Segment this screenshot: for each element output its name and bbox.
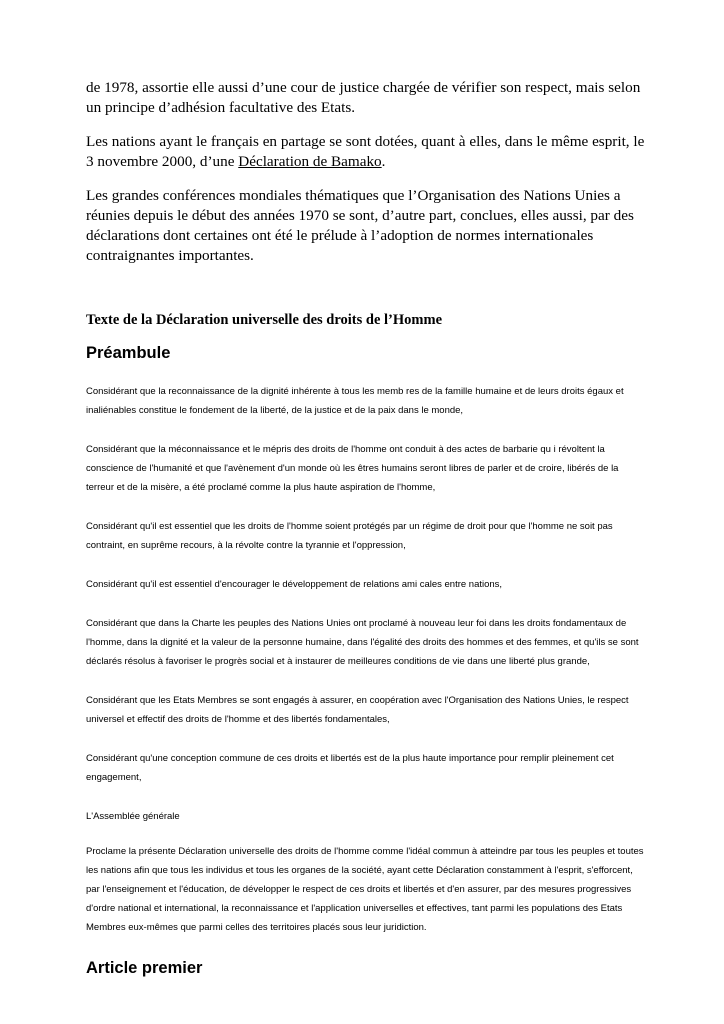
preamble-paragraph: Considérant que dans la Charte les peuples des Nations Unies ont proclamé à nouveau leur foi dans les droits fondamentaux de l'homme, dans la dignité et la valeur de la personne humaine, dans l'égalité des droits des hommes et des femmes, et qu'ils se sont déclarés résolus à favoriser le progrès social et à instaurer de meilleures conditions de vie dans une liberté plus grande, — [86, 618, 639, 667]
section-title: Texte de la Déclaration universelle des droits de l’Homme — [86, 312, 443, 328]
preamble-paragraph: Considérant que les Etats Membres se sont engagés à assurer, en coopération avec l'Organisation des Nations Unies, le respect universel et effectif des droits de l'homme et des libertés fondamentales, — [86, 695, 629, 725]
intro-paragraph-1: de 1978, assortie elle aussi d’une cour de justice chargée de vérifier son respect, mais selon un principe d’adhésion facultative des Etats. — [86, 79, 641, 116]
bamako-declaration-link[interactable]: Déclaration de Bamako — [238, 153, 382, 170]
proclamation-paragraph: Proclame la présente Déclaration universelle des droits de l'homme comme l'idéal commun à atteindre par tous les peuples et toutes les nations afin que tous les individus et tous les organes de la société, ayant cette Déclaration constamment à l'esprit, s'efforcent, par l'enseignement et l'éducation, de développer le respect de ces droits et libertés et d'en assurer, par des mesures progressives d'ordre national et international, la reconnaissance et l'application universelles et effectives, tant parmi les populations des Etats Membres eux-mêmes que parmi celles des territoires placés sous leur juridiction. — [86, 846, 644, 933]
preamble-paragraph: Considérant qu'une conception commune de ces droits et libertés est de la plus haute importance pour remplir pleinement cet engagement, — [86, 753, 614, 783]
intro-paragraph-3: Les grandes conférences mondiales thématiques que l’Organisation des Nations Unies a réunies depuis le début des années 1970 se sont, d’autre part, conclues, elles aussi, par des déclarations dont certaines ont été le prélude à l’adoption de normes internationales contraignantes importantes. — [86, 187, 634, 264]
section-spacer — [86, 280, 646, 310]
preamble-paragraph: Considérant qu'il est essentiel que les droits de l'homme soient protégés par un régime de droit pour que l'homme ne soit pas contraint, en suprême recours, à la révolte contre la tyrannie et l'oppression, — [86, 521, 613, 551]
preamble-paragraph: Considérant qu'il est essentiel d'encourager le développement de relations ami cales entre nations, — [86, 579, 503, 590]
general-assembly-label: L'Assemblée générale — [86, 811, 180, 822]
preamble-heading: Préambule — [86, 344, 171, 362]
document-page — [86, 78, 646, 997]
preamble-paragraph: Considérant que la reconnaissance de la dignité inhérente à tous les memb res de la famille humaine et de leurs droits égaux et inaliénables constitue le fondement de la liberté, de la justice et de la paix dans le monde, — [86, 386, 624, 416]
preamble-paragraph: Considérant que la méconnaissance et le mépris des droits de l'homme ont conduit à des actes de barbarie qu i révoltent la conscience de l'humanité et que l'avènement d'un monde où les êtres humains seront libres de parler et de croire, libérés de la terreur et de la misère, a été proclamé comme la plus haute aspiration de l'homme, — [86, 444, 619, 493]
intro-paragraph-2 — [86, 132, 646, 172]
intro-paragraph-2-end: . — [381, 153, 386, 170]
article-heading: Article premier — [86, 959, 203, 977]
intro-paragraph-2-text: Les nations ayant le français en partage se sont dotées, quant à elles, dans le même esprit, le 3 novembre 2000, d’une — [86, 133, 645, 170]
